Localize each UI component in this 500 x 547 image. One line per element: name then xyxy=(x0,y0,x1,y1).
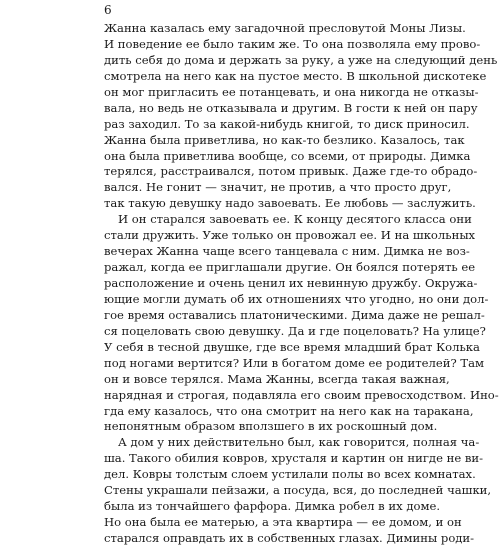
text-line: вала, но ведь не отказывала и другим. В гости к ней он пару xyxy=(104,100,478,115)
text-line: терялся, расстраивался, потом привык. Даже где-то обрадо- xyxy=(104,164,478,179)
text-line: гда ему казалось, что она смотрит на него как на таракана, xyxy=(104,403,474,418)
text-line: Стены украшали пейзажи, а посуда, вся, до последней чашки, xyxy=(104,483,492,498)
text-line: У себя в тесной двушке, где все время младший брат Колька xyxy=(104,339,480,354)
paragraph xyxy=(104,21,498,212)
text-line: Жанна была приветлива, но как-то безлико. Казалось, так xyxy=(104,132,465,147)
text-line: Но она была ее матерью, а эта квартира — ее домом, и он xyxy=(104,515,462,530)
text-line: ющие могли думать об их отношениях что угодно, но они дол- xyxy=(104,291,489,306)
text-line: вался. Не гонит — значит, не против, а что просто друг, xyxy=(104,180,452,195)
paragraph xyxy=(104,435,492,547)
text-line: стали дружить. Уже только он провожал ее. И на школьных xyxy=(104,228,476,243)
text-line: раз заходил. То за какой-нибудь книгой, то диск приносил. xyxy=(104,116,470,131)
text-line: смотрела на него как на пустое место. В школьной дискотеке xyxy=(104,68,487,83)
text-line: под ногами вертится? Или в богатом доме ее родителей? Там xyxy=(104,355,485,370)
text-line: дить себя до дома и держать за руку, а уже на следующий день xyxy=(104,52,498,67)
body-text xyxy=(104,21,499,547)
text-line: он и вовсе терялся. Мама Жанны, всегда такая важная, xyxy=(104,371,450,386)
text-line: он мог пригласить ее потанцевать, и она никогда не отказы- xyxy=(104,84,479,99)
text-line: ся поцеловать свою девушку. Да и где поцеловать? На улице? xyxy=(104,323,486,338)
text-line: гое время оставались платоническими. Дима даже не решал- xyxy=(104,307,485,322)
text-line: вечерах Жанна чаще всего танцевала с ним. Димка не воз- xyxy=(104,244,470,259)
text-line: И он старался завоевать ее. К концу десятого класса они xyxy=(118,212,472,227)
text-line: непонятным образом вползшего в их роскошный дом. xyxy=(104,419,438,434)
text-line: ша. Такого обилия ковров, хрусталя и картин он нигде не ви- xyxy=(104,451,484,466)
text-line: Жанна казалась ему загадочной пресловутой Моны Лизы. xyxy=(104,21,466,35)
text-line: расположение и очень ценил их невинную дружбу. Окружа- xyxy=(104,276,478,290)
text-line: А дом у них действительно был, как говорится, полная ча- xyxy=(118,435,480,450)
text-line: нарядная и строгая, подавляла его своим превосходством. Ино- xyxy=(104,387,499,402)
text-line: так такую девушку надо завоевать. Ее любовь — заслужить. xyxy=(104,196,476,211)
text-line: дел. Ковры толстым слоем устилали полы во всех комнатах. xyxy=(104,467,476,482)
text-line: И поведение ее было таким же. То она позволяла ему прово- xyxy=(104,36,481,51)
text-line: была из тончайшего фарфора. Димка робел в их доме. xyxy=(104,499,441,514)
page-number: 6 xyxy=(104,3,112,17)
text-line: старался оправдать их в собственных глазах. Димины роди- xyxy=(104,531,475,545)
text-line: ражал, когда ее приглашали другие. Он боялся потерять ее xyxy=(104,260,476,275)
paragraph xyxy=(104,212,499,435)
text-line: она была приветлива вообще, со всеми, от природы. Димка xyxy=(104,148,471,163)
